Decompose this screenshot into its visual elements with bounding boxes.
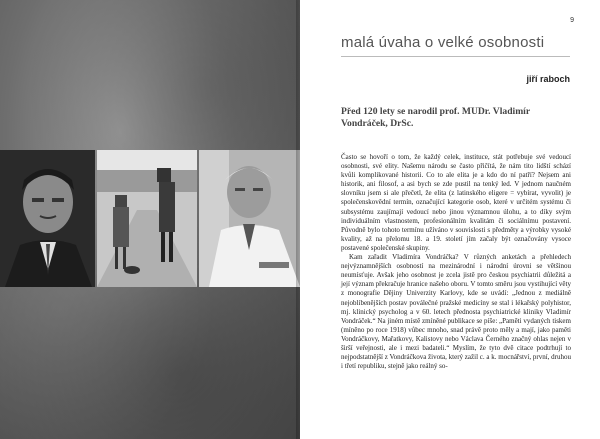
outdoor-photo [97,150,197,287]
article-lead: Před 120 lety se narodil prof. MUDr. Vladimír Vondráček, DrSc. [341,106,530,129]
right-page [300,0,600,439]
portrait-photo [0,150,95,287]
title-divider [341,56,570,57]
body-paragraph: Kam zařadit Vladimíra Vondráčka? V různých anketách a přehledech nejvýznamnějších osobností na mezinárodní i národní úrovni se většinou neumísťuje. Avšak jeho osobnost je zcela jistě pro českou psychiatrii důležitá a její význam překračuje hranice našeho oboru. V tomto směru jsou vystihující věty z monografie Dějiny Univerzity Karlovy, kde se uvádí: „Jednou z mediálně nejoblíbenějších postav poválečné pražské medicíny se stal i lékařský polyhistor, mj. klinický psycholog a v 60. letech přednosta psychiatrické kliniky Vladimír Vondráček.“ Na jiném místě zmíněné publikace se píše: „Paměti vydaných tiskem (míněno po roce 1918) vůbec mnoho, snad právě proto měly a mají, jako paměti Vondráčkovy, Mařatkovy, Kalistovy nebo Václava Černého značný ohlas nejen v širší veřejnosti, ale i mezi badateli.“ Myslím, že tyto dvě citace podtrhují to nejpodstatnější z Vondráčkova života, který zažil c. a k. mocnářství, první, druhou i třetí republiku, stejně jako reálný so- [341,253,571,371]
article-body [341,153,571,371]
body-paragraph: Často se hovoří o tom, že každý celek, instituce, stát potřebuje své vedoucí osobnosti, své elity. Našemu národu se často přičítá, že nám tito lidští schází kvůli komplikované historii. Co to ale elita je a kdo do ní patří? Nejsem ani historik, ani filosof, a asi bych se zde pustil na tenký led. V jednom naučném slovníku jsem si ale přečetl, že elita (z latinského eligere = vybírat, vyvolit) je společenskovědní termín, označující kategorie osob, které v určitém systému či subsystému zaujímají vedoucí nebo jinou významnou úlohu, a to díky svým individuálním vlastnostem, profesionálním kvalitám či sociálnímu postavení. Původně bylo tohoto termínu užíváno v souvislosti s předměty a výrobky vysoké kvality, až na přelomu 18. a 19. století jím začaly být označovány vysoce postavené společenské skupiny. [341,153,571,252]
article-title: malá úvaha o velké osobnosti [341,34,545,51]
article-author: jiří raboch [526,74,570,84]
elderly-portrait-photo [199,150,300,287]
page-number: 9 [570,17,574,24]
